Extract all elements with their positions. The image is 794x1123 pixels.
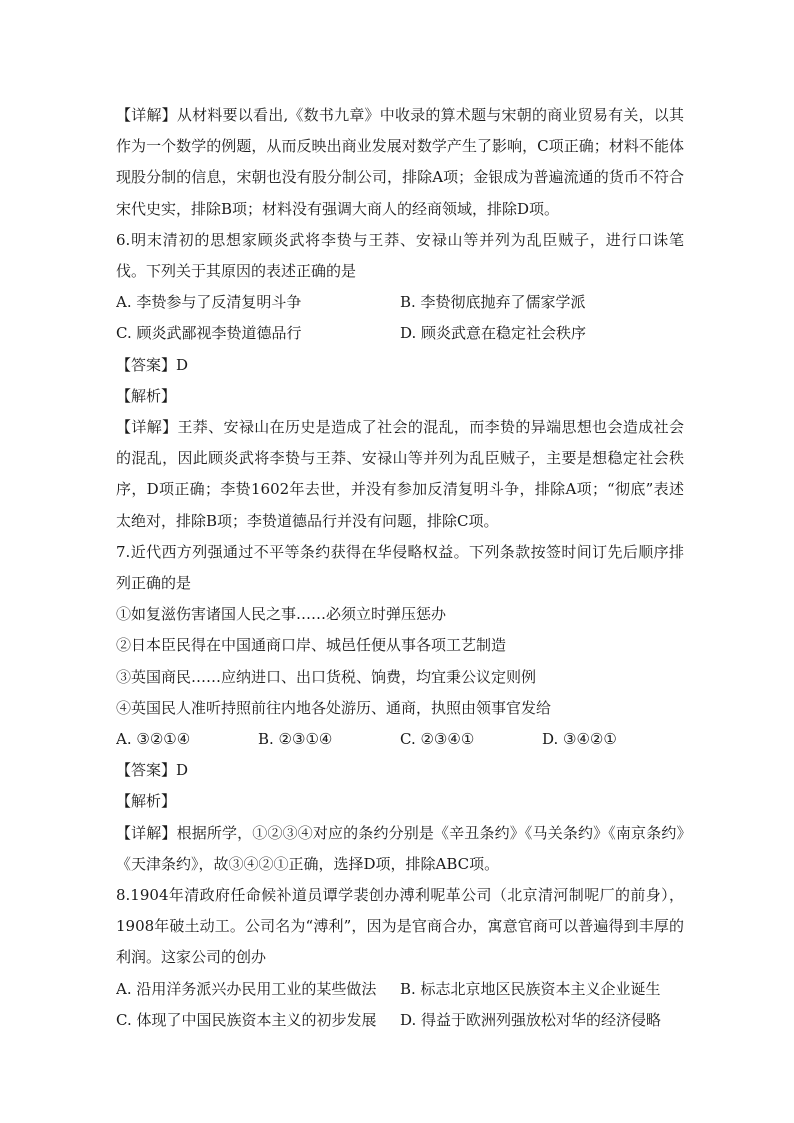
option-row <box>116 1005 684 1036</box>
text-line: 【答案】D <box>116 761 189 780</box>
text-line: 【答案】D <box>116 355 189 374</box>
option-row <box>116 724 684 755</box>
answer-option: A. ③②①④ <box>116 729 191 748</box>
answer-option: D. ③④②① <box>542 729 617 748</box>
answer-option: C. 顾炎武鄙视李贽道德品行 <box>116 324 302 343</box>
answer-option: A. 沿用洋务派兴办民用工业的某些做法 <box>116 979 377 998</box>
text-line: ①如复滋伤害诸国人民之事……必须立时弹压惩办 <box>116 605 447 624</box>
option-row <box>116 287 684 318</box>
paragraph: 【详解】从材料要以看出,《数书九章》中收录的算术题与宋朝的商业贸易有关，以其作为一个数学的例题，从而反映出商业发展对数学产生了影响，C项正确；材料不能体现股分制的信息，宋朝也没有股分制公司，排除A项；金银成为普遍流通的货币不符合宋代史实，排除B项；材料没有强调大商人的经商领域，排除D项。 <box>116 106 684 218</box>
answer-option: B. 标志北京地区民族资本主义企业诞生 <box>400 979 661 998</box>
answer-option: D. 得益于欧洲列强放松对华的经济侵略 <box>400 1010 662 1029</box>
option-row <box>116 318 684 349</box>
text-line: 【解析】 <box>116 792 177 811</box>
answer-option: C. 体现了中国民族资本主义的初步发展 <box>116 1010 377 1029</box>
paragraph: 6.明末清初的思想家顾炎武将李贽与王莽、安禄山等并列为乱臣贼子，进行口诛笔伐。下列关于其原因的表述正确的是 <box>116 230 684 281</box>
answer-option: C. ②③④① <box>400 729 475 748</box>
option-row <box>116 974 684 1005</box>
paragraph: 【详解】根据所学，①②③④对应的条约分别是《辛丑条约》《马关条约》《南京条约》《天津条约》，故③④②①正确，选择D项，排除ABC项。 <box>116 823 684 873</box>
document-body <box>116 100 684 1036</box>
answer-option: A. 李贽参与了反清复明斗争 <box>116 293 302 312</box>
answer-option: D. 顾炎武意在稳定社会秩序 <box>400 324 587 343</box>
answer-option: B. ②③①④ <box>258 729 333 748</box>
text-line: 【解析】 <box>116 386 177 405</box>
text-line: ②日本臣民得在中国通商口岸、城邑任便从事各项工艺制造 <box>116 636 507 655</box>
text-line: ④英国民人准听持照前往内地各处游历、通商，执照由领事官发给 <box>116 698 552 717</box>
paragraph: 7.近代西方列强通过不平等条约获得在华侵略权益。下列条款按签时间订先后顺序排列正确的是 <box>116 542 684 592</box>
answer-option: B. 李贽彻底抛弃了儒家学派 <box>400 293 586 312</box>
text-line: ③英国商民……应纳进口、出口货税、饷费，均宜秉公议定则例 <box>116 667 537 686</box>
paragraph: 【详解】王莽、安禄山在历史是造成了社会的混乱，而李贽的异端思想也会造成社会的混乱，因此顾炎武将李贽与王莽、安禄山等并列为乱臣贼子，主要是想稳定社会秩序，D项正确；李贽1602年去世，并没有参加反清复明斗争，排除A项；“彻底”表述太绝对，排除B项；李贽道德品行并没有问题，排除C项。 <box>116 417 684 530</box>
paragraph: 8.1904年清政府任命候补道员谭学裴创办溥利呢革公司（北京清河制呢厂的前身），1908年破土动工。公司名为“溥利”，因为是官商合办，寓意官商可以普遍得到丰厚的利润。这家公司的创办 <box>116 885 684 967</box>
